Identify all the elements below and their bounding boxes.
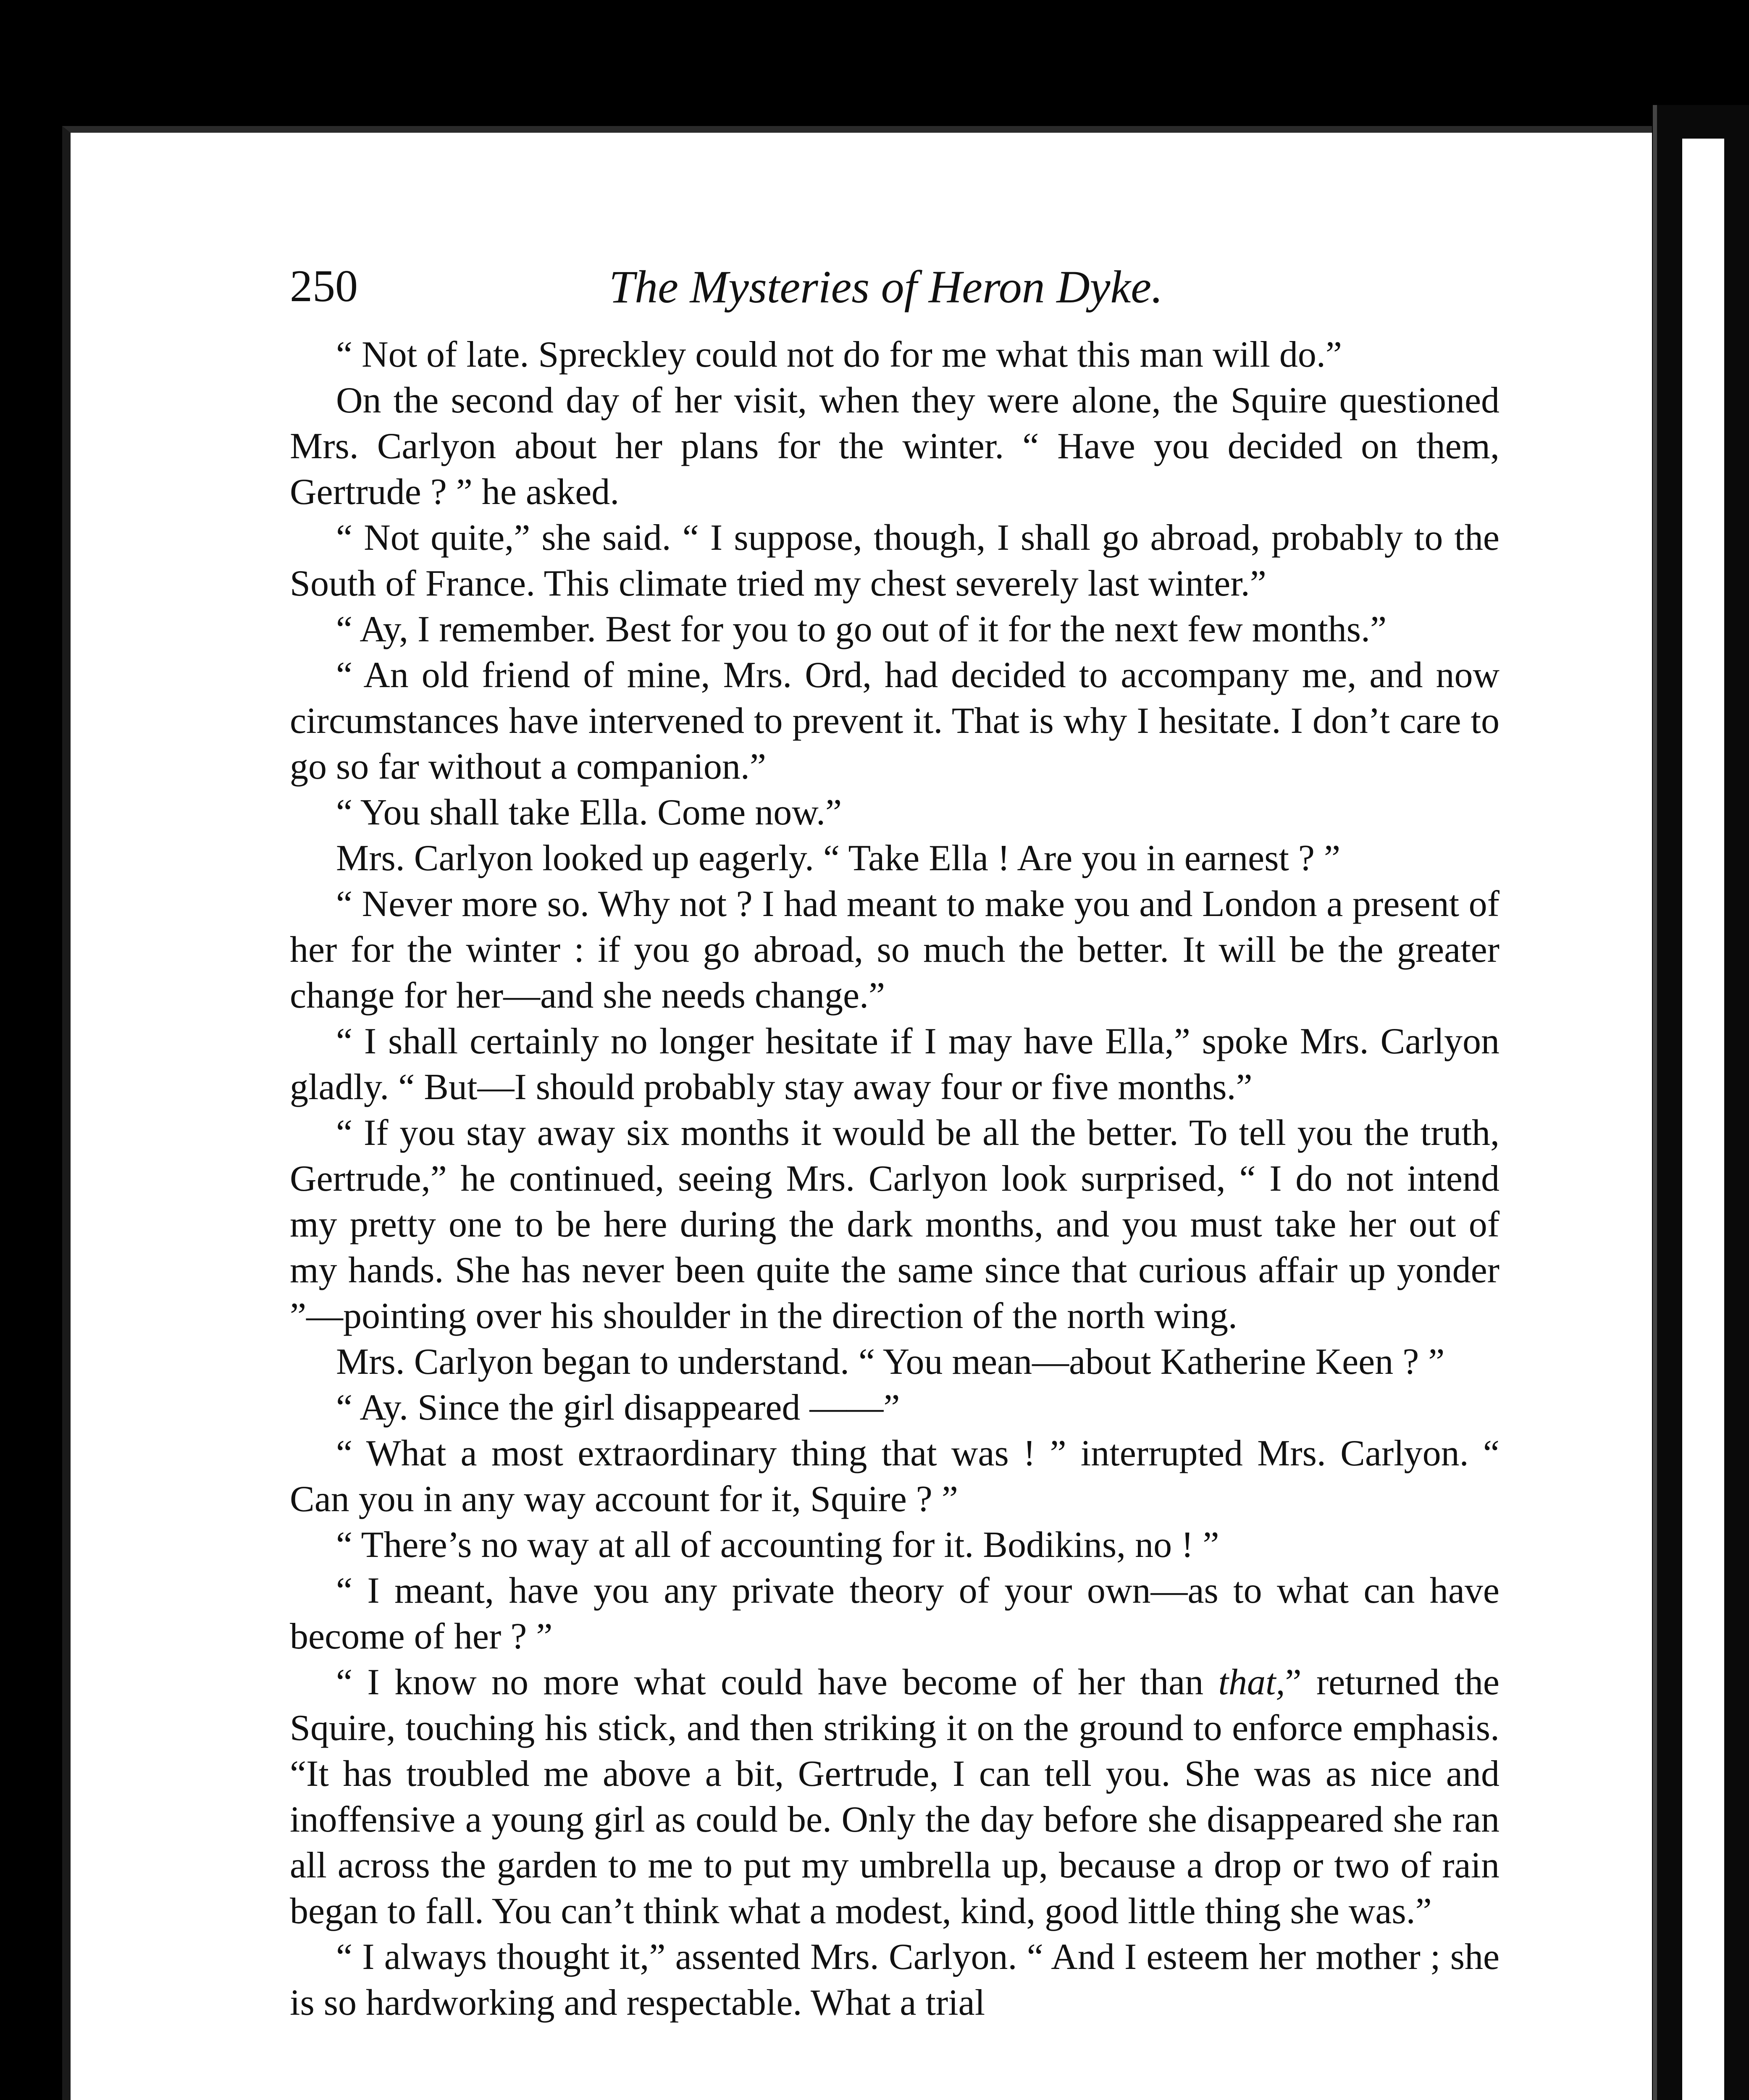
paragraph: “ If you stay away six months it would be all the better. To tell you the truth, Gertrude,” he continued, seeing Mrs. Carlyon look surprised, “ I do not intend my pretty one to be here during the dark months, and you must take her out of my hands. She has never been quite the same since that curious affair up yonder ”—pointing over his shoulder in the direction of the north wing.	[290, 1113, 1500, 1336]
emphasized-word: that,	[1218, 1662, 1285, 1703]
paragraph: “ You shall take Ella. Come now.”	[336, 792, 842, 833]
paragraph-with-emphasis	[290, 1659, 1500, 1934]
paragraph-part: “ I know no more what could have become of her than	[336, 1662, 1219, 1703]
page-header	[290, 260, 1516, 312]
paragraph: “ There’s no way at all of accounting for it. Bodikins, no ! ”	[336, 1525, 1219, 1565]
paragraph: “ I shall certainly no longer hesitate if I may have Ella,” spoke Mrs. Carlyon gladly. “ But—I should probably stay away four or five months.”	[290, 1021, 1500, 1108]
paragraph: On the second day of her visit, when they were alone, the Squire questioned Mrs. Carlyon about her plans for the winter. “ Have you decided on them, Gertrude ? ” he asked.	[290, 380, 1500, 512]
paragraph: “ I always thought it,” assented Mrs. Carlyon. “ And I esteem her mother ; she is so hardworking and respectable. What a trial	[290, 1937, 1500, 2023]
paragraph: “ An old friend of mine, Mrs. Ord, had decided to accompany me, and now circumstances have intervened to prevent it. That is why I hesitate. I don’t care to go so far without a companion.”	[290, 655, 1500, 787]
paragraph: Mrs. Carlyon looked up eagerly. “ Take Ella ! Are you in earnest ? ”	[336, 838, 1341, 879]
adjacent-page-sheet	[1682, 139, 1724, 2100]
paragraph: “ What a most extraordinary thing that was ! ” interrupted Mrs. Carlyon. “ Can you in any way account for it, Squire ? ”	[290, 1433, 1500, 1520]
paragraph: “ Ay. Since the girl disappeared ——”	[336, 1387, 900, 1428]
body-text	[290, 332, 1500, 2026]
paragraph: “ Not of late. Spreckley could not do for me what this man will do.”	[336, 334, 1342, 375]
adjacent-page-edge	[1653, 105, 1749, 2100]
paragraph: “ Ay, I remember. Best for you to go out of it for the next few months.”	[336, 609, 1387, 650]
paragraph: “ I meant, have you any private theory of your own—as to what can have become of her ? ”	[290, 1570, 1500, 1657]
paragraph: “ Never more so. Why not ? I had meant to make you and London a present of her for the winter : if you go abroad, so much the better. It will be the greater change for her—and she needs change.”	[290, 884, 1500, 1016]
running-title: The Mysteries of Heron Dyke.	[609, 261, 1163, 312]
paragraph: Mrs. Carlyon began to understand. “ You mean—about Katherine Keen ? ”	[336, 1341, 1445, 1382]
paragraph-part: ” returned the Squire, touching his stick, and then striking it on the ground to enforce emphasis. “It has troubled me above a bit, Gertrude, I can tell you. She was as nice and inoffensive a young girl as could be. Only the day before she disappeared she ran all across the garden to me to put my umbrella up, because a drop or two of rain began to fall. You can’t think what a modest, kind, good little thing she was.”	[290, 1662, 1500, 1932]
page-number: 250	[290, 261, 358, 311]
paragraph: “ Not quite,” she said. “ I suppose, though, I shall go abroad, probably to the South of France. This climate tried my chest severely last winter.”	[290, 517, 1500, 604]
